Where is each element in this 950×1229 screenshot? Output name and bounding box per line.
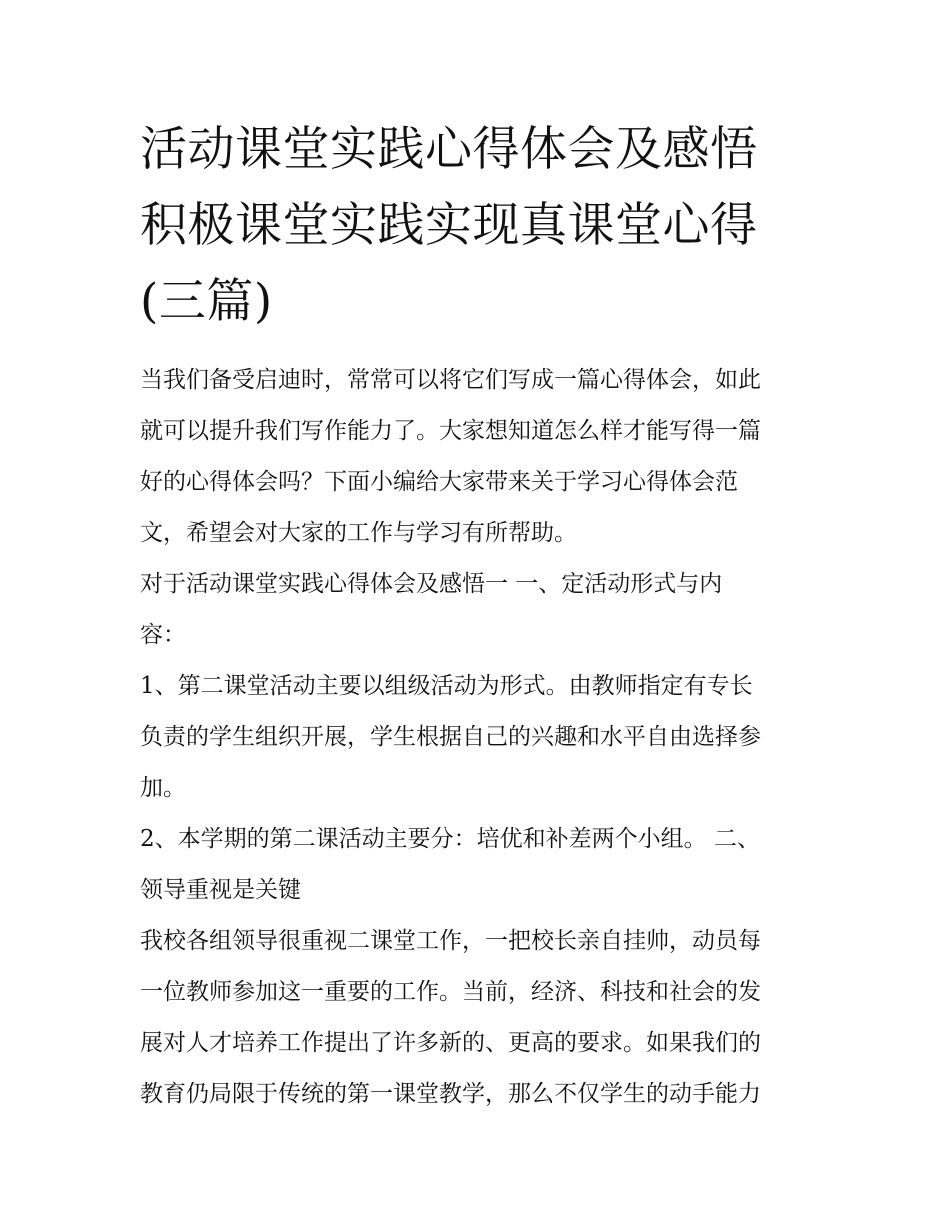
text-line: 1、第二课堂活动主要以组级活动为形式。由教师指定有专长 <box>140 673 753 699</box>
text-line: 领导重视是关键 <box>140 877 301 903</box>
text-line: 加。 <box>140 775 186 801</box>
title-line: (三篇) <box>140 274 273 329</box>
text-line: 我校各组领导很重视二课堂工作，一把校长亲自挂帅，动员每 <box>140 928 761 954</box>
text-line: 就可以提升我们写作能力了。大家想知道怎么样才能写得一篇 <box>140 418 761 444</box>
text-line: 2、本学期的第二课活动主要分：培优和补差两个小组。 二、 <box>140 826 760 852</box>
list-item-paragraph <box>140 814 820 916</box>
list-item-paragraph <box>140 661 820 814</box>
text-line: 对于活动课堂实践心得体会及感悟一 一、定活动形式与内 <box>140 571 723 597</box>
title-line: 活动课堂实践心得体会及感悟 <box>140 122 758 177</box>
body-paragraph <box>140 916 820 1120</box>
document-body <box>140 355 820 1120</box>
intro-paragraph <box>140 355 820 559</box>
text-line: 展对人才培养工作提出了许多新的、更高的要求。如果我们的 <box>140 1030 761 1056</box>
section-heading-paragraph <box>140 559 820 661</box>
text-line: 好的心得体会吗？下面小编给大家带来关于学习心得体会范 <box>140 469 738 495</box>
text-line: 负责的学生组织开展，学生根据自己的兴趣和水平自由选择参 <box>140 724 761 750</box>
document-title <box>140 112 820 340</box>
text-line: 容： <box>140 622 186 648</box>
text-line: 文，希望会对大家的工作与学习有所帮助。 <box>140 520 577 546</box>
text-line: 一位教师参加这一重要的工作。当前，经济、科技和社会的发 <box>140 979 761 1005</box>
title-line: 积极课堂实践实现真课堂心得 <box>140 198 758 253</box>
text-line: 教育仍局限于传统的第一课堂教学，那么不仅学生的动手能力 <box>140 1081 761 1107</box>
text-line: 当我们备受启迪时，常常可以将它们写成一篇心得体会，如此 <box>140 367 761 393</box>
